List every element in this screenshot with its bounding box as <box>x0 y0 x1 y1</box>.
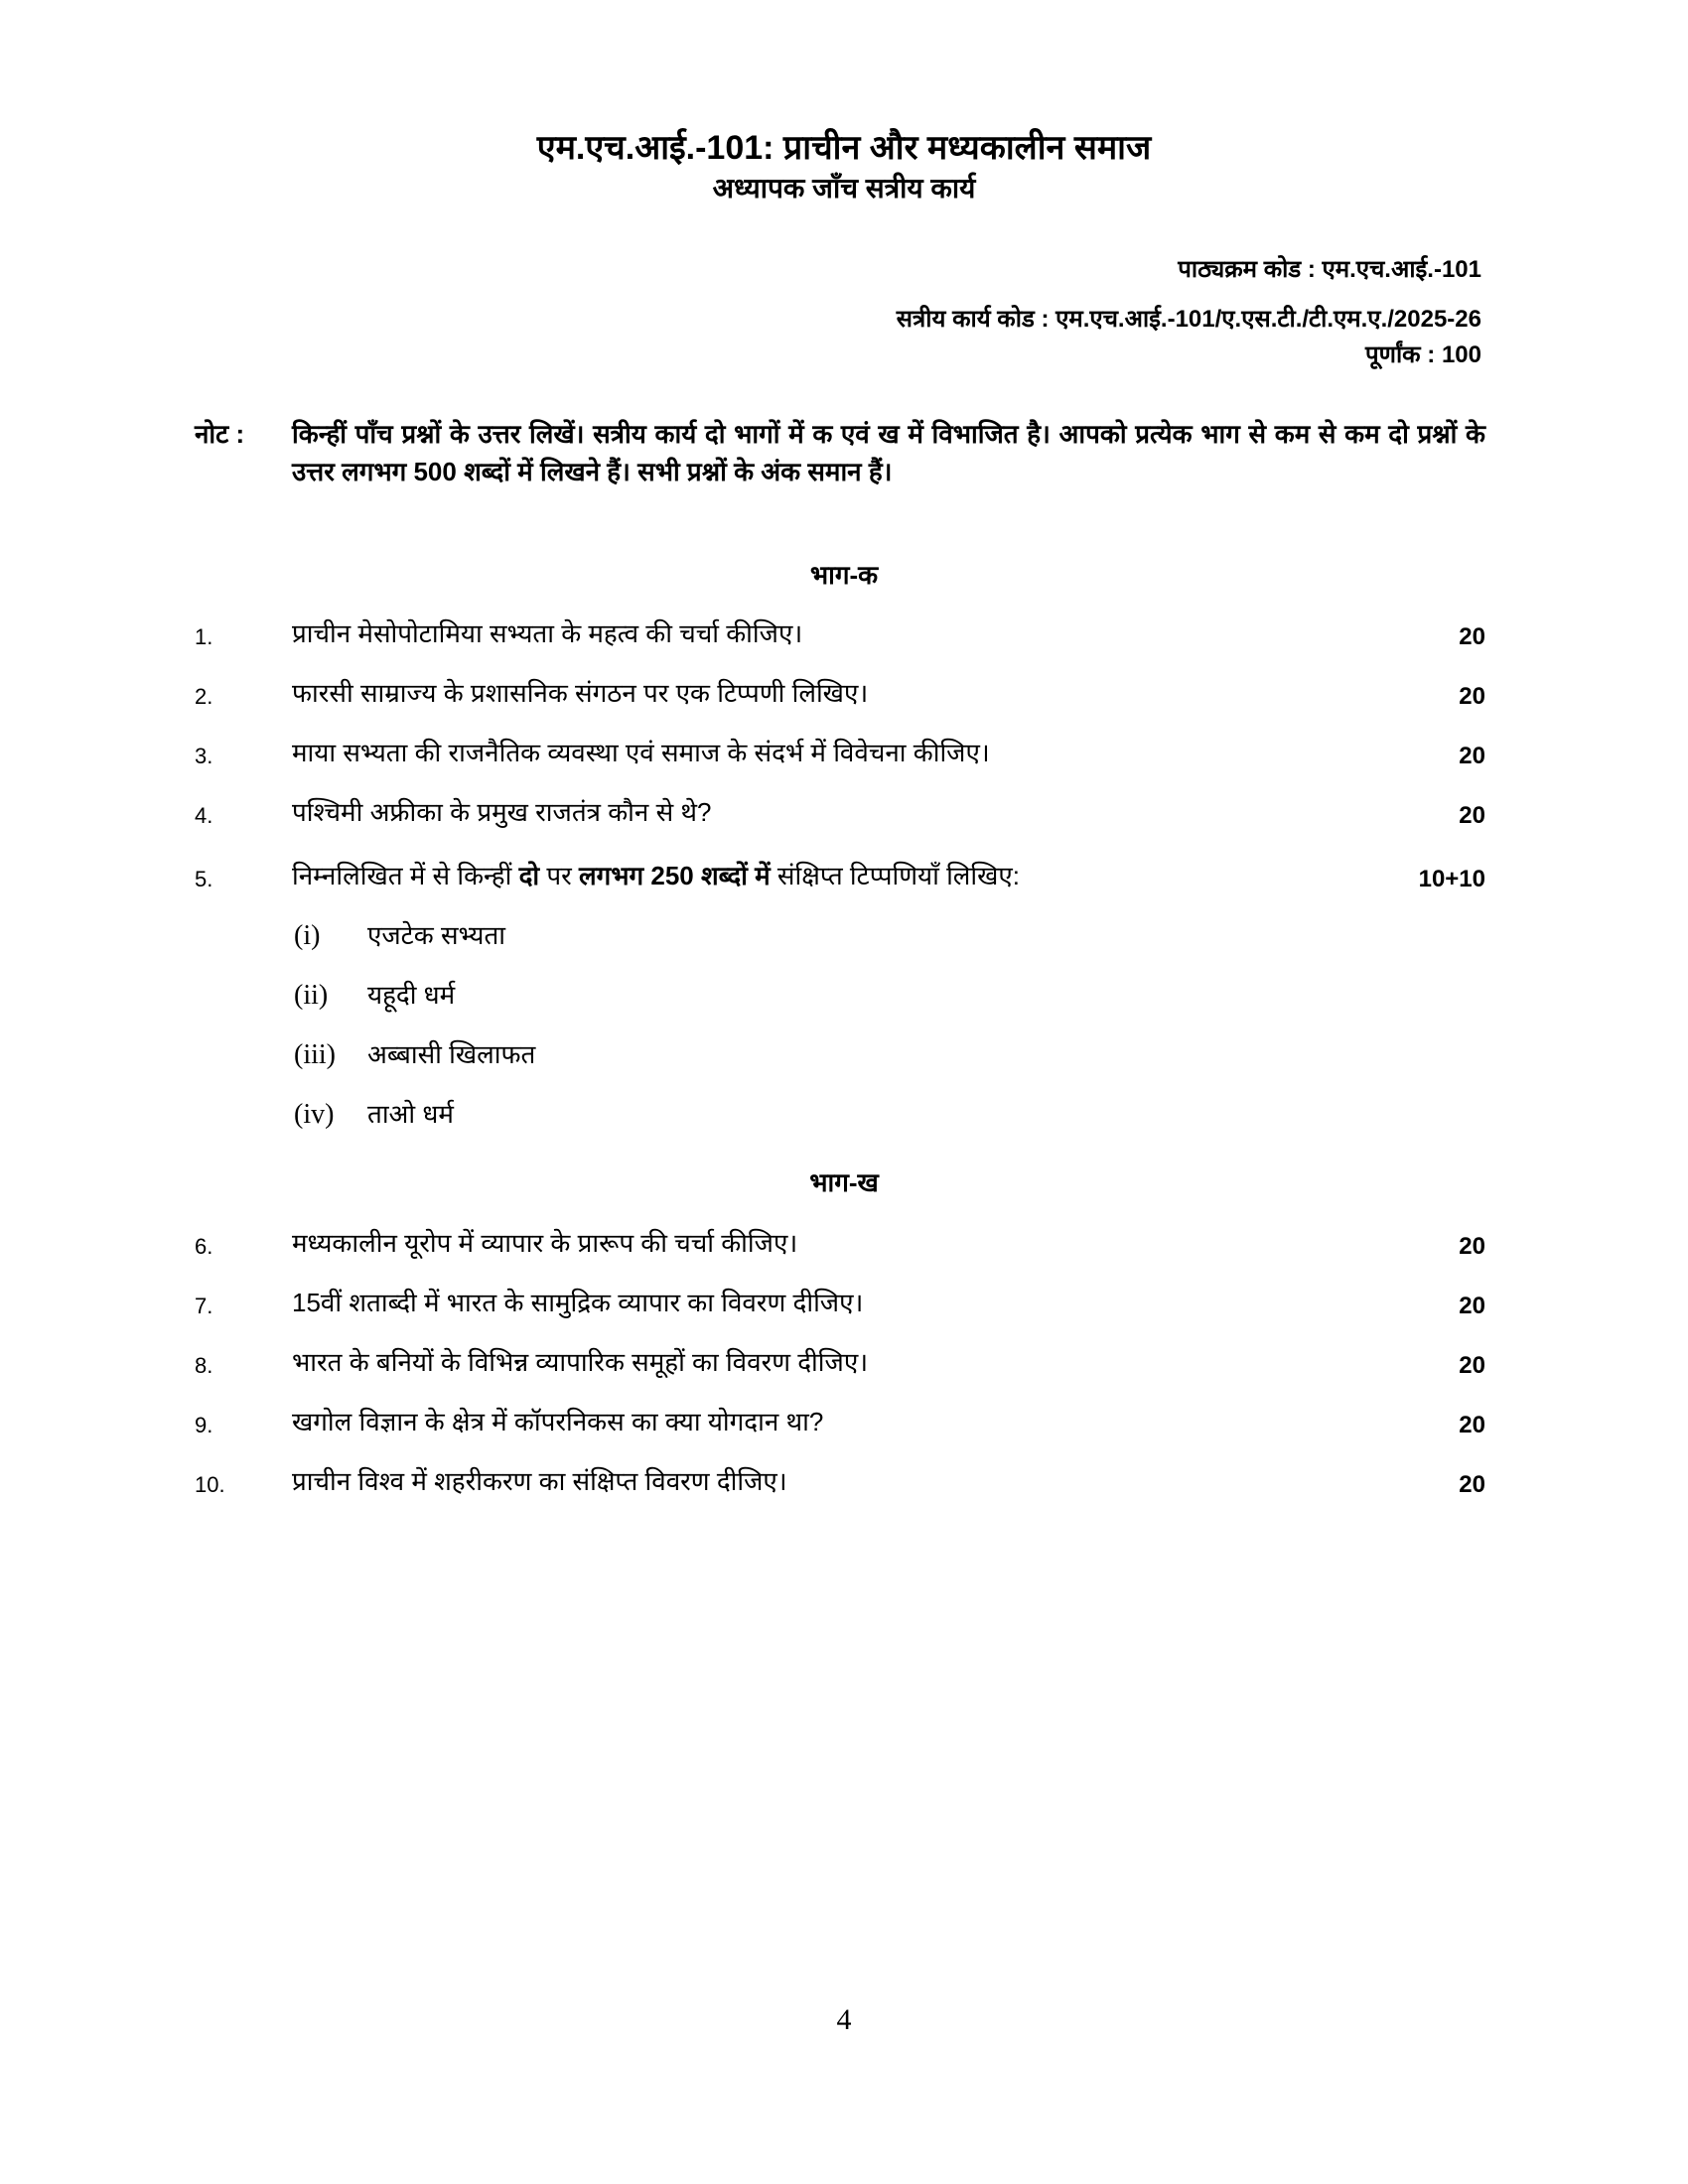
question-marks: 20 <box>1459 623 1485 650</box>
question-row <box>195 1402 1485 1441</box>
question-text: खगोल विज्ञान के क्षेत्र में कॉपरनिकस का क्या योगदान था? <box>292 1407 824 1436</box>
question-text: फारसी साम्राज्य के प्रशासनिक संगठन पर एक टिप्पणी लिखिए। <box>292 678 869 708</box>
question-marks: 20 <box>1459 802 1485 829</box>
question-marks: 10+10 <box>1418 866 1485 892</box>
question-number: 3. <box>195 744 213 768</box>
course-code: पाठ्यक्रम कोड : एम.एच.आई.-101 <box>1178 256 1481 283</box>
question-number: 8. <box>195 1353 213 1378</box>
question-text-part: संक्षिप्त टिप्पणियाँ लिखिए: <box>770 861 1021 890</box>
question-text-part: निम्नलिखित में से किन्हीं <box>292 861 519 890</box>
question-row <box>195 733 1485 772</box>
question-row <box>195 614 1485 653</box>
sub-item <box>294 915 505 956</box>
question-row <box>195 1223 1485 1263</box>
question-marks: 20 <box>1459 743 1485 769</box>
sub-item-text: यहूदी धर्म <box>367 980 456 1010</box>
question-text <box>292 856 1020 895</box>
question-row <box>195 792 1485 832</box>
question-marks: 20 <box>1459 1352 1485 1379</box>
sub-item-text: ताओ धर्म <box>367 1099 454 1129</box>
question-text: प्राचीन विश्व में शहरीकरण का संक्षिप्त विवरण दीजिए। <box>292 1466 787 1496</box>
question-row <box>195 1342 1485 1382</box>
question-row <box>195 856 1485 895</box>
question-text-emphasis: दो <box>518 861 540 890</box>
question-marks: 20 <box>1459 1412 1485 1438</box>
sub-item <box>294 1034 535 1075</box>
question-text-emphasis: लगभग 250 शब्दों में <box>578 861 771 890</box>
question-marks: 20 <box>1459 683 1485 710</box>
document-title: एम.एच.आई.-101: प्राचीन और मध्यकालीन समाज <box>536 129 1152 167</box>
document-subtitle: अध्यापक जाँच सत्रीय कार्य <box>712 173 976 204</box>
note-label: नोट : <box>195 419 245 449</box>
question-text: मध्यकालीन यूरोप में व्यापार के प्रारूप की चर्चा कीजिए। <box>292 1228 798 1258</box>
question-text: 15वीं शताब्दी में भारत के सामुद्रिक व्यापार का विवरण दीजिए। <box>292 1288 864 1317</box>
question-marks: 20 <box>1459 1293 1485 1319</box>
note-text: किन्हीं पाँच प्रश्नों के उत्तर लिखें। सत्रीय कार्य दो भागों में क एवं ख में विभाजित है। आपको प्रत्येक भाग से कम से कम दो प्रश्नों के उत्तर लगभग 500 शब्दों में लिखने हैं। सभी प्रश्नों के अंक समान हैं। <box>292 419 1485 486</box>
assignment-code: सत्रीय कार्य कोड : एम.एच.आई.-101/ए.एस.टी./टी.एम.ए./2025-26 <box>896 306 1481 333</box>
sub-item-text: अब्बासी खिलाफत <box>367 1039 536 1069</box>
question-marks: 20 <box>1459 1471 1485 1498</box>
question-number: 10. <box>195 1472 225 1497</box>
question-text: भारत के बनियों के विभिन्न व्यापारिक समूहों का विवरण दीजिए। <box>292 1347 869 1377</box>
page-number: 4 <box>836 2003 852 2036</box>
question-row <box>195 673 1485 713</box>
question-number: 7. <box>195 1294 213 1318</box>
question-number: 2. <box>195 684 213 709</box>
question-marks: 20 <box>1459 1233 1485 1260</box>
sub-item-numeral: (iii) <box>294 1039 336 1070</box>
sub-item-text: एजटेक सभ्यता <box>367 920 505 950</box>
max-marks: पूर्णांक : 100 <box>1364 341 1481 368</box>
sub-item <box>294 1094 454 1135</box>
question-number: 6. <box>195 1234 213 1259</box>
question-row <box>195 1461 1485 1501</box>
sub-item <box>294 975 455 1016</box>
sub-item-numeral: (ii) <box>294 980 329 1011</box>
sub-item-numeral: (iv) <box>294 1099 335 1130</box>
section-b-heading: भाग-ख <box>809 1167 879 1197</box>
question-number: 9. <box>195 1413 213 1437</box>
question-text: पश्चिमी अफ्रीका के प्रमुख राजतंत्र कौन से थे? <box>292 797 712 827</box>
question-number: 4. <box>195 803 213 828</box>
question-text: माया सभ्यता की राजनैतिक व्यवस्था एवं समाज के संदर्भ में विवेचना कीजिए। <box>292 738 990 767</box>
question-text: प्राचीन मेसोपोटामिया सभ्यता के महत्व की चर्चा कीजिए। <box>292 618 803 648</box>
section-a-heading: भाग-क <box>809 560 879 590</box>
question-number: 5. <box>195 867 213 891</box>
question-row <box>195 1283 1485 1322</box>
sub-item-numeral: (i) <box>294 920 321 951</box>
instructions-note <box>195 415 1485 490</box>
question-number: 1. <box>195 624 213 649</box>
question-text-part: पर <box>539 861 579 890</box>
